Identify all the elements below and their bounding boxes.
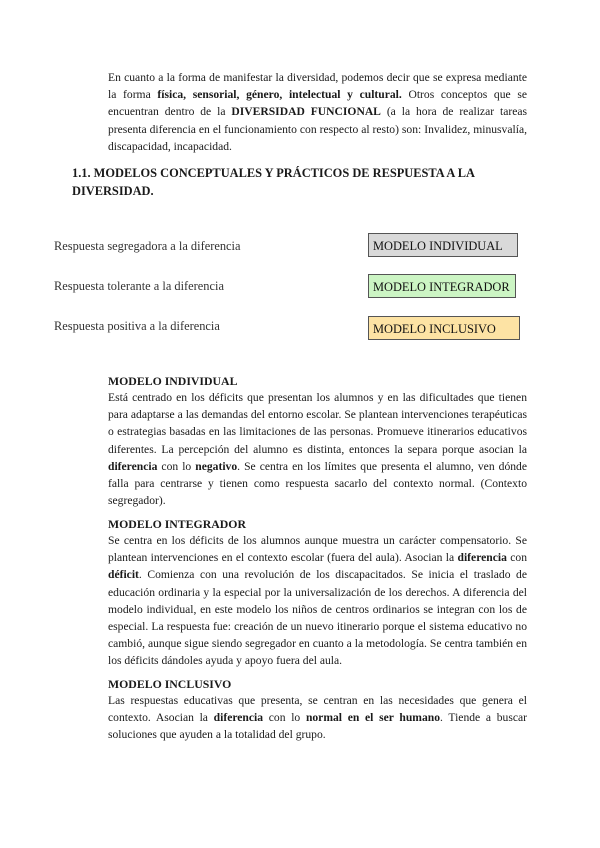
box-modelo-integrador: MODELO INTEGRADOR (368, 274, 516, 298)
inclusivo-bold-2: normal en el ser humano (305, 711, 440, 725)
intro-text-2: Otros conceptos que se encuentran dentro de la (108, 88, 528, 119)
individual-bold-1: diferencia (108, 459, 158, 473)
integrador-paragraph (108, 532, 527, 670)
individual-paragraph (108, 389, 527, 509)
intro-text-3: (a la hora de realizar tareas presenta diferencia en el funcionamiento con respecto al resto) son: Invalidez, minusvalía, discapacidad, incapacidad. (108, 105, 527, 153)
individual-title: MODELO INDIVIDUAL (108, 374, 238, 388)
inclusivo-paragraph (108, 692, 527, 744)
box-modelo-inclusivo: MODELO INCLUSIVO (368, 316, 520, 340)
integrador-title: MODELO INTEGRADOR (108, 517, 246, 531)
intro-text-1: En cuanto a la forma de manifestar la diversidad, podemos decir que se expresa mediante la forma (108, 71, 527, 102)
intro-paragraph (108, 69, 527, 155)
individual-text-2: con lo (157, 459, 196, 473)
integrador-bold-1: diferencia (457, 551, 507, 565)
response-label-segregadora: Respuesta segregadora a la diferencia (54, 239, 241, 253)
intro-bold-1: física, sensorial, género, intelectual y cultural. (157, 88, 402, 102)
integrador-text-1: Se centra en los déficits de los alumnos aunque muestra un carácter compensatorio. Se plantean intervenciones en el contexto escolar (fuera del aula). Asocian la (108, 534, 527, 565)
response-label-positiva: Respuesta positiva a la diferencia (54, 319, 220, 333)
inclusivo-text-2: con lo (263, 711, 306, 725)
integrador-text-2: con (506, 551, 527, 565)
inclusivo-bold-1: diferencia (213, 711, 264, 725)
integrador-bold-2: déficit (108, 568, 139, 582)
box-modelo-individual: MODELO INDIVIDUAL (368, 233, 518, 257)
individual-text-3: . Se centra en los límites que presenta el alumno, ven dónde falla para centrarse y tienen como respuesta sacarlo del contexto normal. (Contexto segregador). (108, 459, 528, 508)
inclusivo-title: MODELO INCLUSIVO (108, 677, 232, 691)
intro-bold-2: DIVERSIDAD FUNCIONAL (231, 105, 381, 119)
integrador-text-3: . Comienza con una revolución de los discapacitados. Se inicia el traslado de educación ordinaria y la especial por la universalización de los derechos. A diferencia del modelo individual, en este modelo los niños de centros ordinarios se integran con los de especial. La respuesta fue: creación de un nuevo itinerario porque el sistema educativo no cambió, aunque sigue siendo segregador en cuanto a la metodología. Se centra también en los déficits dándoles ayuda y apoyo fuera del aula. (108, 568, 527, 668)
individual-bold-2: negativo (195, 459, 238, 473)
response-label-tolerante: Respuesta tolerante a la diferencia (54, 279, 224, 293)
inclusivo-text-3: . Tiende a buscar soluciones que ayuden a la totalidad del grupo. (108, 711, 528, 742)
inclusivo-text-1: Las respuestas educativas que presenta, se centran en las necesidades que genera el contexto. Asocian la (108, 694, 527, 725)
section-heading: 1.1. MODELOS CONCEPTUALES Y PRÁCTICOS DE RESPUESTA A LA DIVERSIDAD. (72, 166, 475, 198)
individual-text-1: Está centrado en los déficits que presentan los alumnos y en las dificultades que tienen para adaptarse a las demandas del entorno escolar. Se plantean intervenciones terapéuticas o estrategias basadas en las limitaciones de las personas. Promueve itinerarios educativos diferentes. La percepción del alumno es distinta, entonces la separa porque asocian la (108, 391, 527, 456)
